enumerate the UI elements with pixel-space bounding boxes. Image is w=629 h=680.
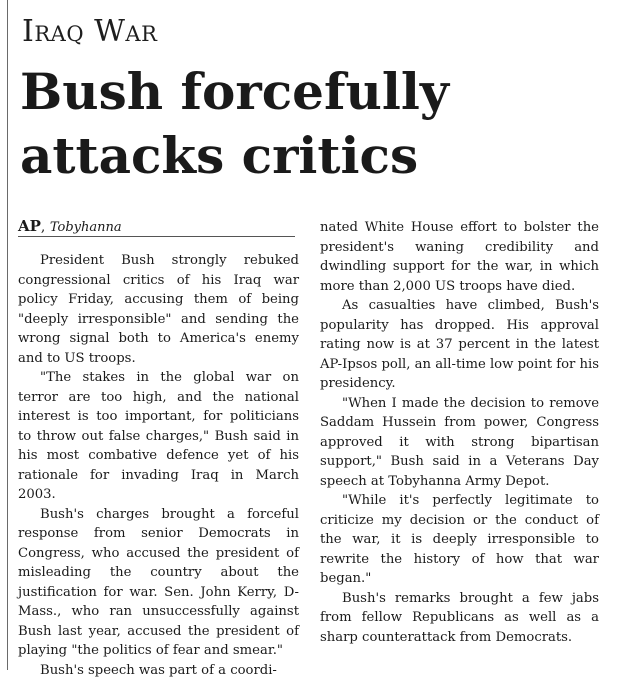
paragraph: Bush's charges brought a forceful response from senior Democrats in Congress, who accused the president of misleading the country about the justification for war. Sen. John Kerry, D-Mass., who ran unsuccessfully against Bush last year, accused the president of playing "the politics of fear and smear."	[18, 505, 299, 661]
paragraph: "When I made the decision to remove Saddam Hussein from power, Congress approved it with strong bipartisan support," Bush said in a Veterans Day speech at Tobyhanna Army Depot.	[320, 394, 599, 492]
section-kicker: Iraq War	[22, 14, 157, 50]
paragraph: Bush's speech was part of a coordi-	[18, 661, 299, 680]
paragraph: "The stakes in the global war on terror are too high, and the national interest is too important, for politicians to throw out false charges," Bush said in his most combative defence yet of his rationale for invading Iraq in March 2003.	[18, 368, 299, 505]
article-column-left	[18, 251, 299, 680]
byline-separator: ,	[41, 219, 50, 235]
byline-agency: AP	[18, 217, 41, 235]
article-column-right	[320, 218, 599, 647]
headline-line-1: Bush forcefully	[20, 60, 620, 124]
paragraph: Bush's remarks brought a few jabs from fellow Republicans as well as a sharp counterattack from Democrats.	[320, 589, 599, 648]
paragraph: "While it's perfectly legitimate to criticize my decision or the conduct of the war, it is deeply irresponsible to rewrite the history of how that war began."	[320, 491, 599, 589]
byline-dateline: Tobyhanna	[50, 220, 122, 235]
paragraph: President Bush strongly rebuked congressional critics of his Iraq war policy Friday, accusing them of being "deeply irresponsible" and sending the wrong signal both to America's enemy and to US troops.	[18, 251, 299, 368]
byline	[18, 216, 295, 237]
paragraph-continued: nated White House effort to bolster the president's waning credibility and dwindling support for the war, in which more than 2,000 US troops have died.	[320, 218, 599, 296]
headline-line-2: attacks critics	[20, 124, 620, 188]
headline	[20, 60, 620, 188]
paragraph: As casualties have climbed, Bush's popularity has dropped. His approval rating now is at 37 percent in the latest AP-Ipsos poll, an all-time low point for his presidency.	[320, 296, 599, 394]
column-rule	[7, 0, 8, 670]
